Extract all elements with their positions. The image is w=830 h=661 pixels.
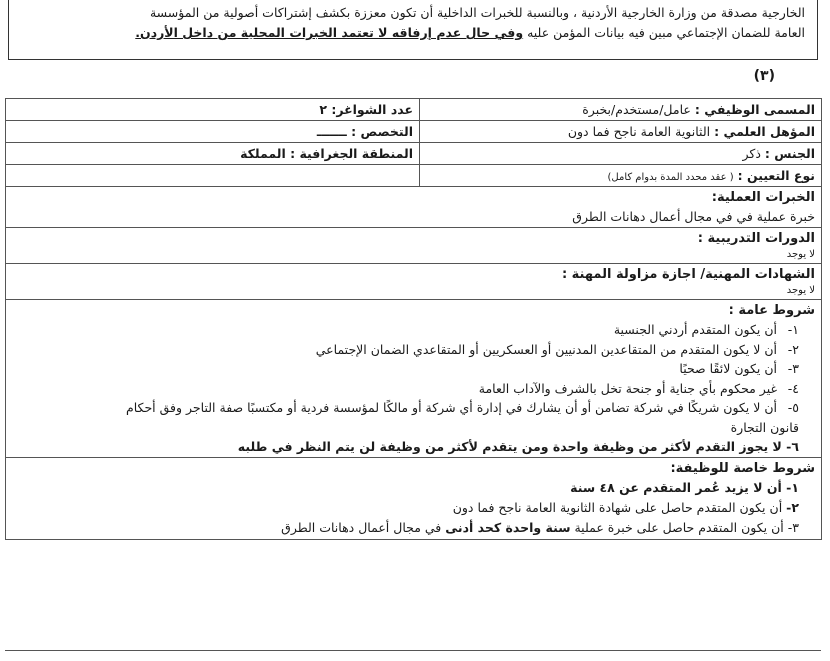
qualification-value: الثانوية العامة ناجح فما دون — [567, 124, 711, 139]
gender-value: ذكر — [742, 146, 761, 161]
gender-cell — [420, 143, 822, 165]
appointment-value: ( عقد محدد المدة بدوام كامل) — [607, 172, 734, 183]
list-item: ١- أن يكون المتقدم أردني الجنسية — [613, 322, 799, 337]
row-special-conditions — [6, 458, 822, 540]
general-conditions-cell — [6, 300, 822, 458]
intro-note-box — [8, 0, 818, 60]
special-conditions-cell — [6, 458, 822, 540]
courses-text: لا يوجد — [786, 249, 815, 260]
specialty-cell: التخصص : ـــــــ — [6, 121, 420, 143]
job-title-cell — [420, 99, 822, 121]
row-gender — [6, 143, 822, 165]
intro-note-normal: العامة للضمان الإجتماعي مبين فيه بيانات المؤمن عليه — [527, 25, 805, 40]
special-conditions-heading: شروط خاصة للوظيفة: — [670, 461, 815, 476]
vacancies-cell: عدد الشواغر: ٢ — [6, 99, 420, 121]
intro-note-line-2 — [21, 23, 805, 43]
row-qualification — [6, 121, 822, 143]
job-title-label: المسمى الوظيفي : — [694, 102, 815, 117]
list-item: ٤- غير محكوم بأي جناية أو جنحة تخل بالشرف والآداب العامة — [478, 380, 799, 396]
special-condition-3: ٣- أن يكون المتقدم حاصل على خبرة عملية سنة واحدة كحد أدنى في مجال أعمال دهانات الطرق — [281, 520, 799, 535]
special-condition-2: ٢- أن يكون المتقدم حاصل على شهادة الثانوية العامة ناجح فما دون — [452, 500, 799, 515]
intro-note-line-1: الخارجية مصدقة من وزارة الخارجية الأردنية ، وبالنسبة للخبرات الداخلية أن تكون معززة بكشف إشتراكات أصولية من المؤسسة — [149, 5, 805, 20]
row-experience — [6, 187, 822, 228]
row-title — [6, 99, 822, 121]
certificates-text: لا يوجد — [786, 285, 815, 296]
general-conditions-list — [12, 320, 815, 437]
next-section-border — [5, 650, 821, 661]
list-item: ٣- أن يكون لائقًا صحيًا — [679, 361, 799, 376]
qualification-cell — [420, 121, 822, 143]
appointment-label: نوع التعيين : — [737, 168, 815, 183]
courses-cell — [6, 228, 822, 264]
list-item: ٢- أن لا يكون المتقدم من المتقاعدين المدنيين أو العسكريين أو المتقاعدي الضمان الإجتماعي — [315, 341, 799, 357]
list-item: ٥- أن لا يكون شريكًا في شركة تضامن أو أن يشارك في إدارة أي شركة أو مالكًا لمؤسسة فردية أو مكتسبًا صفة التاجر وفق أحكام — [126, 400, 799, 415]
general-conditions-heading: شروط عامة : — [728, 303, 815, 318]
experience-heading: الخبرات العملية: — [711, 190, 815, 205]
qualification-label: المؤهل العلمي : — [714, 124, 815, 139]
appointment-cell — [420, 165, 822, 187]
job-title-value: عامل/مستخدم/بخبرة — [582, 102, 691, 117]
region-cell: المنطقة الجغرافية : المملكة — [6, 143, 420, 165]
list-item-continuation: قانون التجارة — [730, 419, 799, 435]
row-courses — [6, 228, 822, 264]
experience-cell — [6, 187, 822, 228]
empty-cell — [6, 165, 420, 187]
experience-text: خبرة عملية في في مجال أعمال دهانات الطرق — [572, 209, 815, 224]
job-details-table — [5, 98, 822, 540]
row-appointment — [6, 165, 822, 187]
certificates-heading: الشهادات المهنية/ اجازة مزاولة المهنة : — [561, 267, 815, 282]
row-general-conditions — [6, 300, 822, 458]
special-condition-1: ١- أن لا يزيد عُمر المتقدم عن ٤٨ سنة — [570, 480, 799, 495]
general-condition-6: ٦- لا يجوز التقدم لأكثر من وظيفة واحدة ومن يتقدم لأكثر من وظيفة لن يتم النظر في طلبه — [237, 439, 799, 454]
gender-label: الجنس : — [764, 146, 815, 161]
courses-heading: الدورات التدريبية : — [697, 231, 815, 246]
row-certificates — [6, 264, 822, 300]
intro-note-emphasis: وفي حال عدم إرفاقه لا تعتمد الخبرات المحلية من داخل الأردن. — [135, 25, 524, 40]
section-number: (٣) — [753, 68, 775, 84]
certificates-cell — [6, 264, 822, 300]
